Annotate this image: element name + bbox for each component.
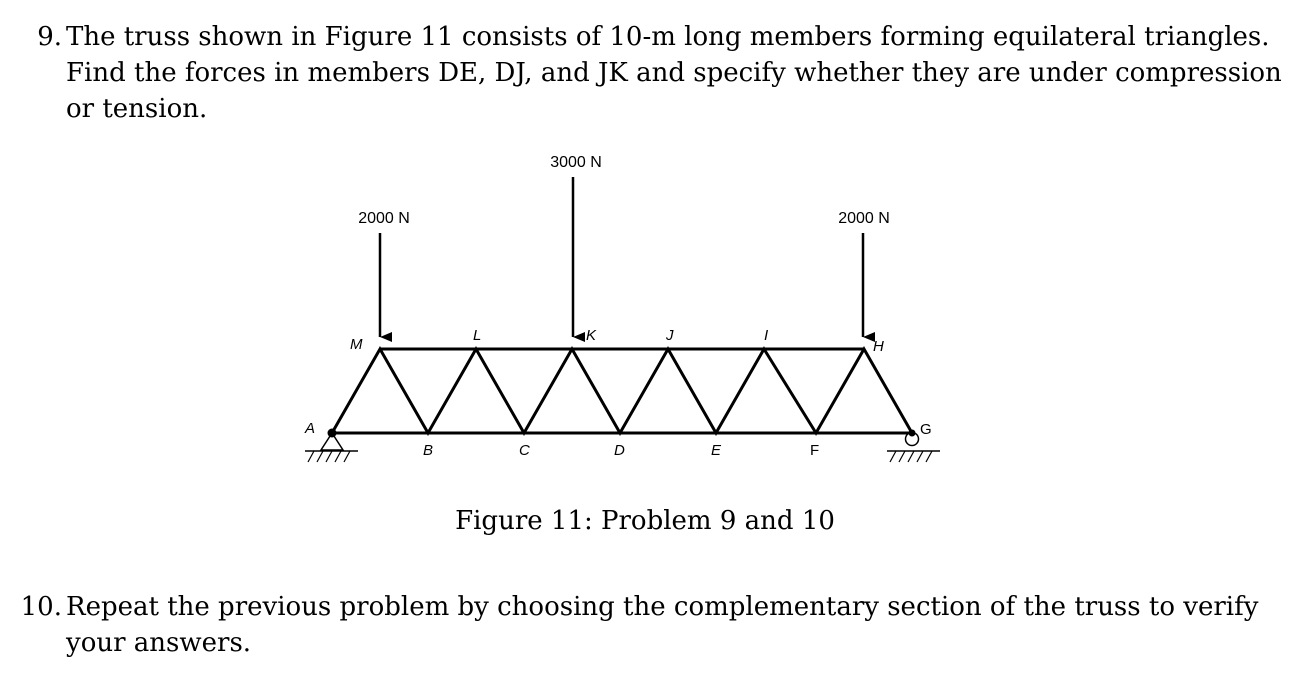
- node-label-m: M: [350, 336, 363, 353]
- truss-diagonals: [332, 349, 912, 433]
- problem-line: your answers.: [66, 628, 252, 658]
- node-label-h: H: [873, 338, 884, 355]
- node-label-e: E: [711, 442, 722, 459]
- node-label-i: I: [764, 327, 769, 344]
- load-label-right: 2000 N: [838, 210, 890, 227]
- node-label-b: B: [423, 442, 434, 459]
- node-label-k: K: [586, 327, 597, 344]
- figure-caption: Figure 11: Problem 9 and 10: [455, 506, 835, 536]
- problem-text: [66, 589, 1259, 661]
- truss-figure: [0, 140, 1290, 480]
- node-label-c: C: [519, 442, 530, 459]
- load-label-middle: 3000 N: [550, 154, 602, 171]
- problem-line: The truss shown in Figure 11 consists of 10-m long members forming equilateral triangles.: [66, 22, 1270, 52]
- node-label-j: J: [666, 327, 674, 344]
- node-label-d: D: [614, 442, 625, 459]
- problem-text: [66, 19, 1282, 127]
- node-label-a: A: [305, 420, 316, 437]
- load-label-left: 2000 N: [358, 210, 410, 227]
- problem-number: 10.: [20, 592, 62, 622]
- problem-line: Find the forces in members DE, DJ, and JK and specify whether they are under compression: [66, 58, 1282, 88]
- node-label-g: G: [920, 421, 932, 438]
- node-label-f: F: [810, 442, 820, 459]
- problem-line: Repeat the previous problem by choosing the complementary section of the truss to verify: [66, 592, 1259, 622]
- truss-diagram: [0, 140, 1290, 480]
- problem-number: 9.: [37, 22, 62, 52]
- node-label-l: L: [473, 327, 482, 344]
- problem-line: or tension.: [66, 94, 208, 124]
